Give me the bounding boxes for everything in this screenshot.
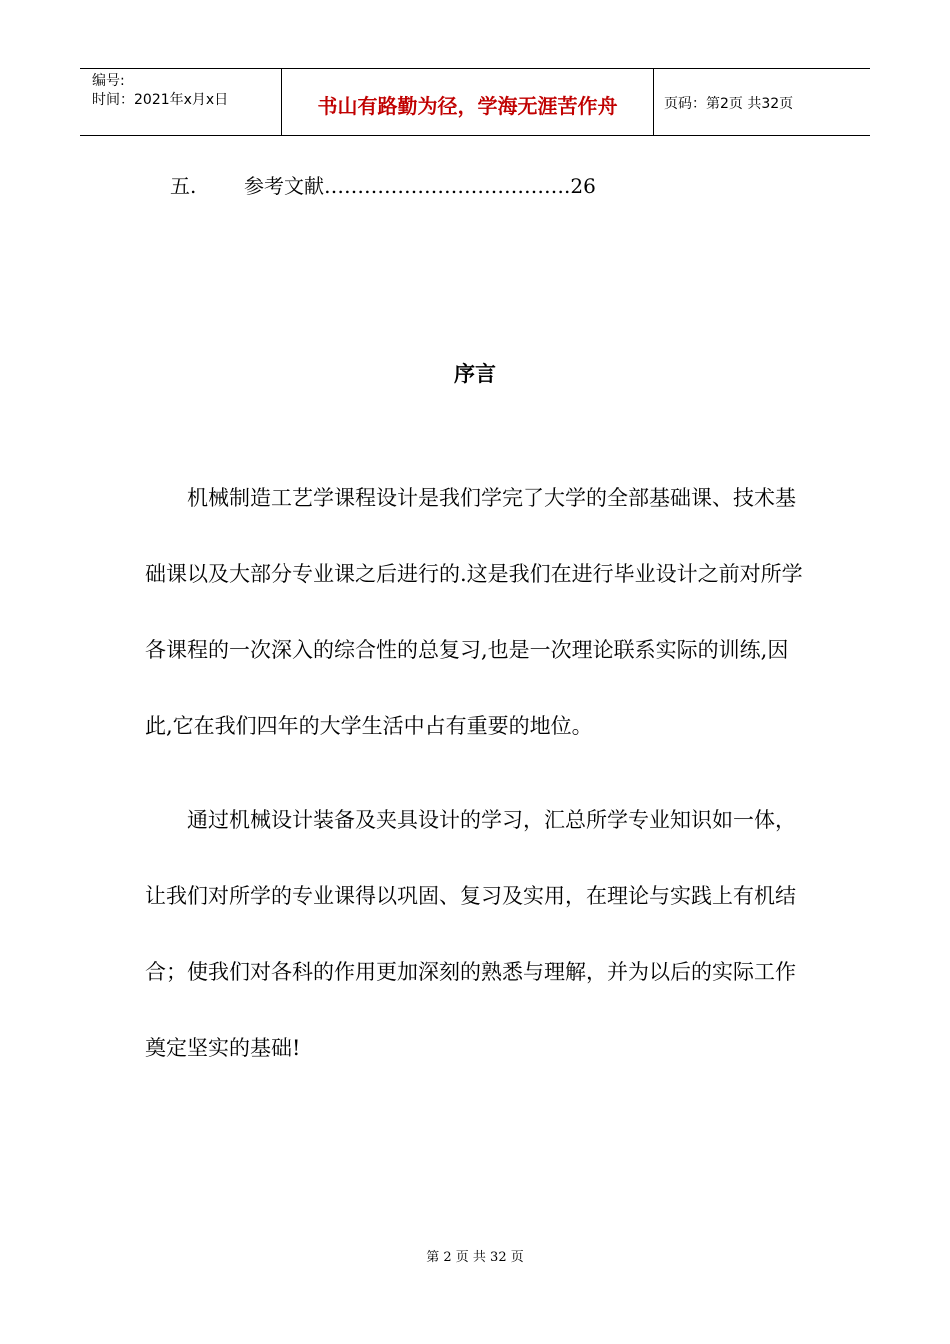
toc-entry-number: 五. xyxy=(170,174,197,198)
preface-paragraph: 机械制造工艺学课程设计是我们学完了大学的全部基础课、技术基础课以及大部分专业课之后进行的.这是我们在进行毕业设计之前对所学各课程的一次深入的综合性的总复习,也是一次理论联系实际的训练,因此,它在我们四年的大学生活中占有重要的地位。 xyxy=(145,486,803,738)
toc-entry xyxy=(170,170,596,199)
header-page-info: 页码：第2页 共32页 xyxy=(664,96,794,112)
page-footer: 第 2 页 共 32 页 xyxy=(426,1250,524,1265)
toc-entry-text: 参考文献……………………………….26 xyxy=(244,174,596,198)
time-label: 时间：2021年x月x日 xyxy=(92,92,229,108)
preface-paragraph: 通过机械设计装备及夹具设计的学习，汇总所学专业知识如一体，让我们对所学的专业课得以巩固、复习及实用，在理论与实践上有机结合；使我们对各科的作用更加深刻的熟悉与理解，并为以后的实际工作奠定坚实的基础! xyxy=(145,808,796,1060)
header-motto: 书山有路勤为径，学海无涯苦作舟 xyxy=(282,69,654,135)
preface-title: 序言 xyxy=(454,362,496,386)
page-header xyxy=(80,68,870,136)
header-meta xyxy=(80,69,282,135)
number-label: 编号: xyxy=(92,73,125,89)
